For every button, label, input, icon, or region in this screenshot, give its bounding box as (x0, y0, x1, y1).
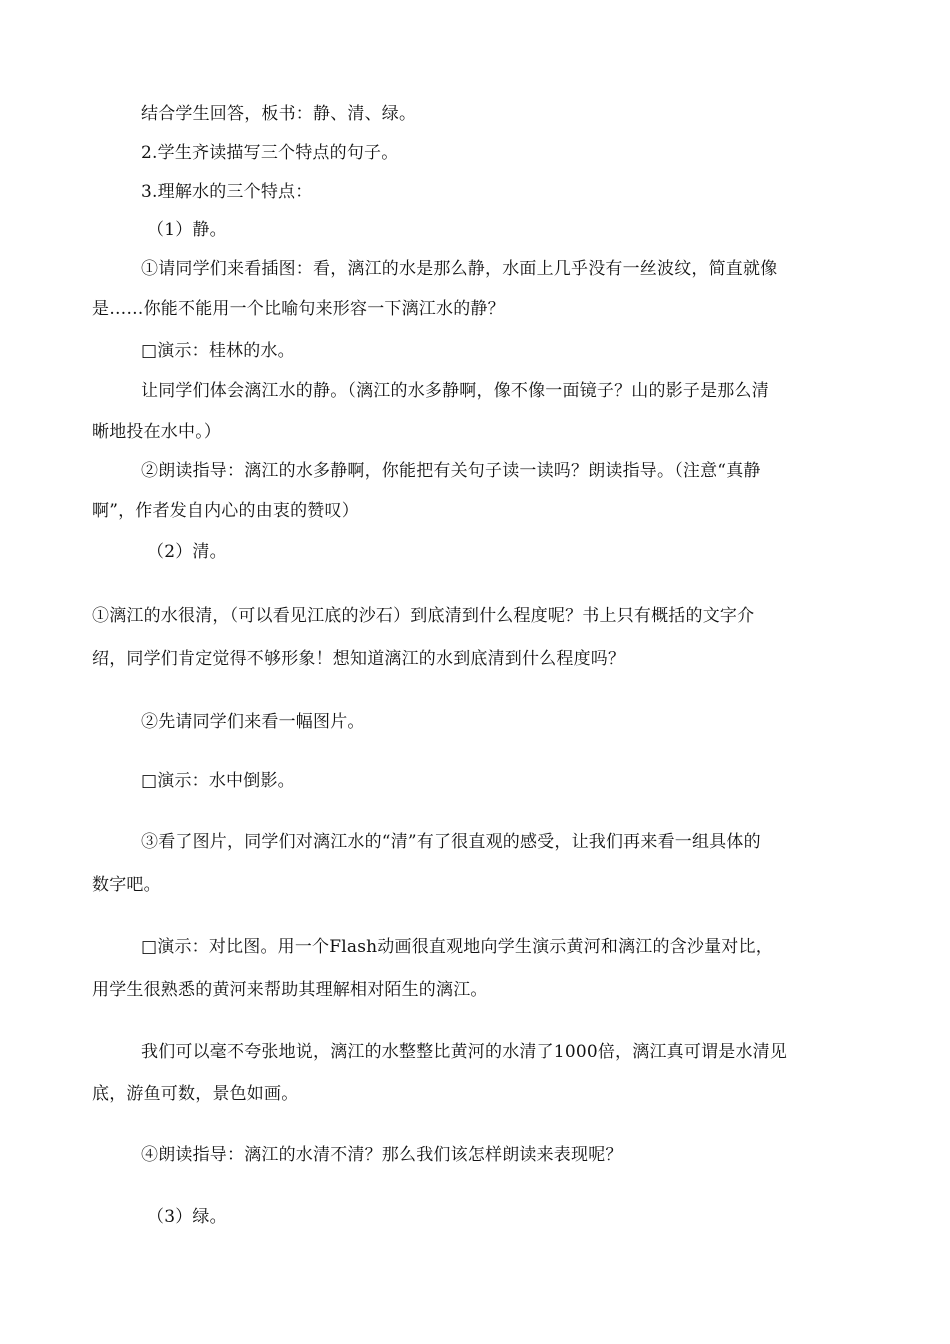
paragraph-line: 3.理解水的三个特点： (141, 182, 313, 202)
paragraph-line: 用学生很熟悉的黄河来帮助其理解相对陌生的漓江。 (92, 980, 488, 1000)
paragraph-line: ③看了图片，同学们对漓江水的“清”有了很直观的感受，让我们再来看一组具体的 (141, 832, 761, 852)
paragraph-line: 底，游鱼可数，景色如画。 (92, 1084, 299, 1104)
paragraph-line: 数字吧。 (92, 875, 161, 895)
paragraph-line: 我们可以毫不夸张地说，漓江的水整整比黄河的水清了1000倍，漓江真可谓是水清见 (141, 1042, 788, 1062)
section-heading: （1）静。 (147, 220, 227, 240)
paragraph-line: 啊”，作者发自内心的由衷的赞叹） (92, 501, 359, 521)
section-heading: （2）清。 (147, 542, 227, 562)
paragraph-line: ②朗读指导：漓江的水多静啊，你能把有关句子读一读吗？朗读指导。（注意“真静 (141, 461, 761, 481)
paragraph-line: 2.学生齐读描写三个特点的句子。 (141, 143, 399, 163)
paragraph-line: 让同学们体会漓江水的静。（漓江的水多静啊，像不像一面镜子？山的影子是那么清 (141, 381, 769, 401)
paragraph-line: ②先请同学们来看一幅图片。 (141, 712, 365, 732)
paragraph-line: □演示：水中倒影。 (141, 771, 295, 791)
paragraph-line: 结合学生回答，板书：静、清、绿。 (141, 104, 417, 124)
paragraph-line: 晰地投在水中。） (92, 422, 222, 442)
paragraph-line: ①漓江的水很清，（可以看见江底的沙石）到底清到什么程度呢？书上只有概括的文字介 (92, 606, 755, 626)
paragraph-line: □演示：对比图。用一个Flash动画很直观地向学生演示黄河和漓江的含沙量对比， (141, 937, 773, 957)
paragraph-line: ①请同学们来看插图：看，漓江的水是那么静，水面上几乎没有一丝波纹，简直就像 (141, 259, 778, 279)
paragraph-line: 是……你能不能用一个比喻句来形容一下漓江水的静？ (92, 299, 505, 319)
paragraph-line: □演示：桂林的水。 (141, 341, 295, 361)
paragraph-line: ④朗读指导：漓江的水清不清？那么我们该怎样朗读来表现呢？ (141, 1145, 623, 1165)
paragraph-line: 绍，同学们肯定觉得不够形象！想知道漓江的水到底清到什么程度吗？ (92, 649, 626, 669)
section-heading: （3）绿。 (147, 1207, 227, 1227)
